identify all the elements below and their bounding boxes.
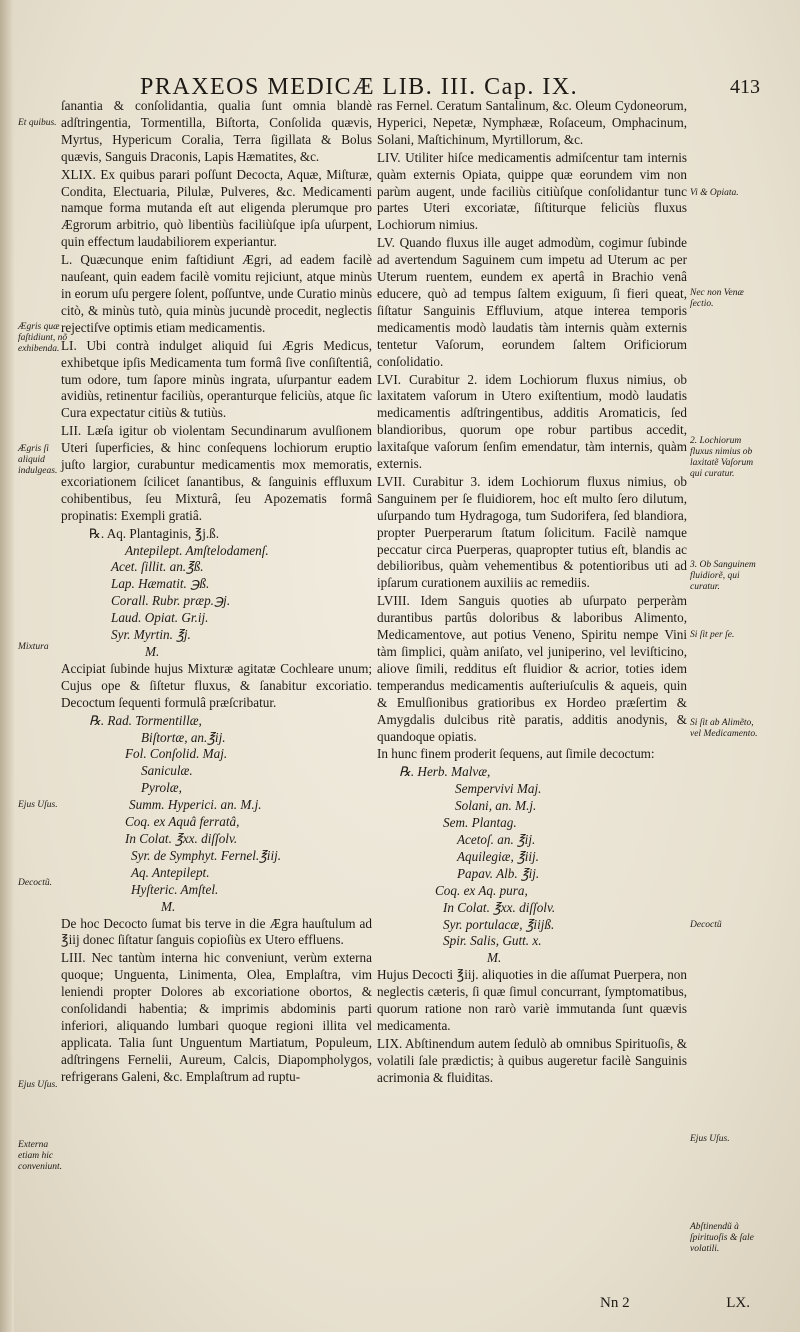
recipe-line: In Colat. ℥xx. diſſolv.	[125, 830, 238, 846]
recipe-line: ℞. Herb. Malvæ,	[399, 764, 491, 780]
recipe-line: Pyrolæ,	[141, 780, 182, 796]
recipe-line: ℞. Aq. Plantaginis, ℥j.ß.	[89, 525, 220, 541]
recipe-line: Syr. de Symphyt. Fernel.℥iij.	[131, 847, 282, 863]
margin-note: 2. Lochiorum fluxus nimius ob laxitatẽ Vaſorum qui curatur.	[690, 436, 754, 479]
recipe-line: Acetoſ. an. ℥ij.	[457, 831, 536, 847]
recipe	[61, 713, 372, 916]
margin-note: Si ſit ab Alimẽto, vel Medicamento.	[690, 718, 758, 739]
paragraph: LIII. Nec tantùm interna hic conveniunt, verùm externa quoque; Unguenta, Linimenta, Olea, Emplaſtra, vim leniendi propter Dolores ab excoriatione obortos, & conſolidandi habentia; & imprimis abdominis parti inferiori, aliquando lumbari quoque regioni illita vel applicata. Talia ſunt Unguentum Martiatum, Populeum, adſtringens Fernelii, Aureum, Calcis, Diapompholygos, refrigerans Galeni, &c. Emplaſtrum ad ruptu-	[61, 950, 372, 1084]
recipe	[377, 764, 687, 967]
paragraph: LV. Quando fluxus ille auget admodùm, cogimur ſubinde ad avertendum Saguinem cum impetu ad Uterum ac per Uterum ruentem, eundem ex apertâ in Brachio venâ educere, quò ad tempus ſaltem exiguum, ſi fieri queat, ſiſtatur Sanguinis Effluvium, atque interea temporis medicamentis modò laudatis tàm internis quàm externis tentetur Vaſorum, eorundem ſaltem Orificiorum conſolidatio.	[377, 235, 687, 369]
recipe-line: Fol. Conſolid. Maj.	[125, 746, 228, 762]
margin-note: Externa etiam hic conveniunt.	[18, 1140, 63, 1172]
margin-note: Abſtinendũ à ſpirituoſis & ſale volatili.	[690, 1222, 754, 1254]
margin-note: Ægris quæ faſtidiunt, nõ exhibenda.	[18, 322, 68, 354]
margin-note: Decoctũ	[690, 920, 722, 930]
recipe-line: Aquilegiæ, ℥iij.	[457, 848, 539, 864]
recipe-line: Hyſteric. Amſtel.	[131, 881, 219, 897]
paragraph: LVIII. Idem Sanguis quoties ab uſurpato perperàm durantibus partûs doloribus & laboribus Alimento, Medicamentove, aut potius Veneno, Spiritu nempe Vini tàm ſimplici, quàm aniſato, vel juniperino, vel leviſticino, aliove ſimili, redditus eſt fluidior & acrior, toties idem temperandus medicamentis auſteriuſculis & aqueis, quin & Emulſionibus gratioribus ex Hordeo præſertim & Amygdalis dulcibus ritè paratis, additis anodynis, & quandoque opiatis.	[377, 593, 687, 744]
paragraph: De hoc Decocto ſumat bis terve in die Ægra hauſtulum ad ℥iij donec ſiſtatur ſanguis copioſiùs ex Utero effluens.	[61, 915, 372, 948]
recipe-line: Syr. Myrtin. ℥j.	[111, 627, 191, 643]
binding-gutter	[0, 0, 14, 1332]
margin-note: Ægris ſi aliquid indulgeas.	[18, 444, 58, 476]
recipe-line: Coq. ex Aquâ ferratâ,	[125, 814, 240, 830]
margin-note: Si ſit per ſe.	[690, 630, 735, 640]
recipe-line: Summ. Hyperici. an. M.j.	[129, 797, 262, 813]
recipe-line: M.	[487, 950, 502, 966]
paragraph: LIV. Utiliter hiſce medicamentis admiſcentur tam internis quàm externis Opiata, quippe quæ eorundem vim non parùm augent, unde faciliùs citiùſque conſolidantur tunc partes Uteri excoriatæ, ſiſtiturque feliciùs fluxus Lochiorum nimius.	[377, 149, 687, 233]
recipe-line: Spir. Salis, Gutt. x.	[443, 933, 542, 949]
recipe-line: Lap. Hæmatit. ℈ß.	[111, 576, 210, 592]
left-column	[61, 98, 372, 1087]
paragraph: LVI. Curabitur 2. idem Lochiorum fluxus nimius, ob laxitatem vaſorum in Utero exiſtentium, modò laudatis medicamentis adſtringentibus, additis Aromaticis, ſed blandioribus, quorum ope robur partibus accedit, laxitaſque vaſorum ſenſim emendatur, tàm internis, quàm externis.	[377, 371, 687, 472]
margin-note: Mixtura	[18, 642, 49, 652]
margin-note: Ejus Uſus.	[18, 800, 58, 810]
recipe-line: Saniculæ.	[141, 763, 193, 779]
paragraph: LII. Læſa igitur ob violentam Secundinarum avulſionem Uteri ſuperficies, & hinc conſequens lochiorum eruptio juſto largior, curabuntur medicamentis mox memoratis, excoriationem ſcilicet ſanantibus, & ſanguinis effluxum cohibentibus, ſeu Mixturâ, ſeu Apozematis formâ propinatis: Exempli gratiâ.	[61, 423, 372, 523]
margin-note: Ejus Uſus.	[690, 1134, 730, 1144]
paragraph: L. Quæcunque enim faſtidiunt Ægri, ad eadem facilè nauſeant, quin eadem facilè vomitu rejiciunt, atque minùs in eorum uſu pergere ſolent, poſſuntve, unde Curatio minùs citò, & minùs tutò, quia minùs jucundè procedit, neglectis rejectiſve optimis etiam medicamentis.	[61, 252, 372, 335]
recipe	[61, 526, 372, 661]
recipe-line: M.	[145, 644, 160, 659]
paragraph: In hunc finem proderit ſequens, aut ſimile decoctum:	[377, 746, 655, 762]
right-column	[377, 98, 687, 1088]
catchword: LX.	[726, 1295, 750, 1311]
recipe-line: Papav. Alb. ℥ij.	[457, 865, 540, 881]
recipe-line: Corall. Rubr. præp.℈j.	[111, 593, 231, 609]
margin-note: 3. Ob Sanguinem fluidiorẽ, qui curatur.	[690, 560, 756, 592]
recipe-line: Laud. Opiat. Gr.ij.	[111, 610, 209, 626]
margin-note: Decoctũ.	[18, 878, 53, 888]
paragraph: LIX. Abſtinendum autem ſedulò ab omnibus Spirituoſis, & volatili ſale prædictis; à quibus augeretur facilè Sanguinis acrimonia & fluiditas.	[377, 1035, 687, 1085]
recipe-line: Acet. ſillit. an.℥ß.	[111, 559, 204, 575]
recipe-line: Solani, an. M.j.	[455, 798, 537, 814]
running-header	[140, 74, 760, 100]
paragraph: Accipiat ſubinde hujus Mixturæ agitatæ Cochleare unum; Cujus ope & ſiſtetur fluxus, & ſanabitur excoriatio. Decoctum ſequenti formulâ præſcribatur.	[61, 660, 372, 710]
margin-note: Vi & Opiata.	[690, 188, 739, 198]
margin-note: Ejus Uſus.	[18, 1080, 58, 1090]
page-footer	[600, 1295, 750, 1315]
paragraph: LI. Ubi contrà indulget aliquid ſui Ægris Medicus, exhibetque ipſis Medicamenta tum formâ ſive conſiſtentiâ, tum odore, tum ſapore minùs ingrata, uſurpantur eadem avidiùs, retinentur faciliùs, operanturque feliciùs, atque ſic Cura expectatur citiùs & tutiùs.	[61, 337, 372, 421]
paragraph: Hujus Decocti ℥iij. aliquoties in die aſſumat Puerpera, non neglectis cæteris, ſi quæ ſimul concurrant, ſymptomatibus, quorum ratione non rarò variè immutanda ſunt quævis medicamenta.	[377, 967, 687, 1033]
recipe-line: Sempervivi Maj.	[455, 781, 542, 797]
recipe-line: ℞. Rad. Tormentillæ,	[89, 712, 202, 728]
page-number: 413	[730, 76, 760, 98]
recipe-line: In Colat. ℥xx. diſſolv.	[443, 899, 556, 915]
recipe-line: Coq. ex Aq. pura,	[435, 882, 528, 898]
running-title: PRAXEOS MEDICÆ LIB. III. Cap. IX.	[140, 74, 579, 100]
paragraph: XLIX. Ex quibus parari poſſunt Decocta, Aquæ, Miſturæ, Condita, Electuaria, Pilulæ, Pulveres, &c. Medicamenti namque forma mutanda eſt aut eligenda plerumque pro Ægrorum arbitrio, quò libentiùs faciliùſque ipſa uſurpent, quin effectum laudabiliorem experiantur.	[61, 166, 372, 250]
margin-note: Nec non Venæ ſectio.	[690, 288, 744, 309]
margin-note: Et quibus.	[18, 118, 57, 128]
recipe-line: Biſtortæ, an.℥ij.	[141, 729, 226, 745]
recipe-line: Sem. Plantag.	[443, 815, 517, 831]
signature-mark: Nn 2	[600, 1295, 630, 1311]
recipe-line: M.	[161, 898, 176, 914]
paragraph: ſanantia & conſolidantia, qualia ſunt omnia blandè adſtringentia, Tormentilla, Biſtorta, Conſolida quævis, Myrtus, Hypericum Coralia, Terra ſigillata & Bolus quævis, Sanguis Draconis, Lapis Hæmatites, &c.	[61, 98, 372, 164]
recipe-line: Syr. portulacæ, ℥iijß.	[443, 916, 555, 932]
paragraph: ras Fernel. Ceratum Santalinum, &c. Oleum Cydoneorum, Hyperici, Nepetæ, Nymphææ, Roſaceum, Omphacinum, Solani, Maſtichinum, Myrtillorum, &c.	[377, 98, 687, 147]
paragraph: LVII. Curabitur 3. idem Lochiorum fluxus nimius, ob Sanguinem per ſe fluidiorem, hoc eſt multo ſero dilutum, uſurpando tum Hydragoga, tum Sudorifera, ſed blandiora, propter Puerperarum ſtatum ſolicitum. Facilè namque peccatur circa Puerperas, quapropter tutius eſt, blandis ac debilioribus, quàm vehementibus & potentioribus uti ad ipſarum curationem auxiliis ac remediis.	[377, 473, 687, 591]
recipe-line: Aq. Antepilept.	[131, 864, 210, 880]
recipe-line: Antepilept. Amſtelodamenſ.	[125, 542, 269, 558]
